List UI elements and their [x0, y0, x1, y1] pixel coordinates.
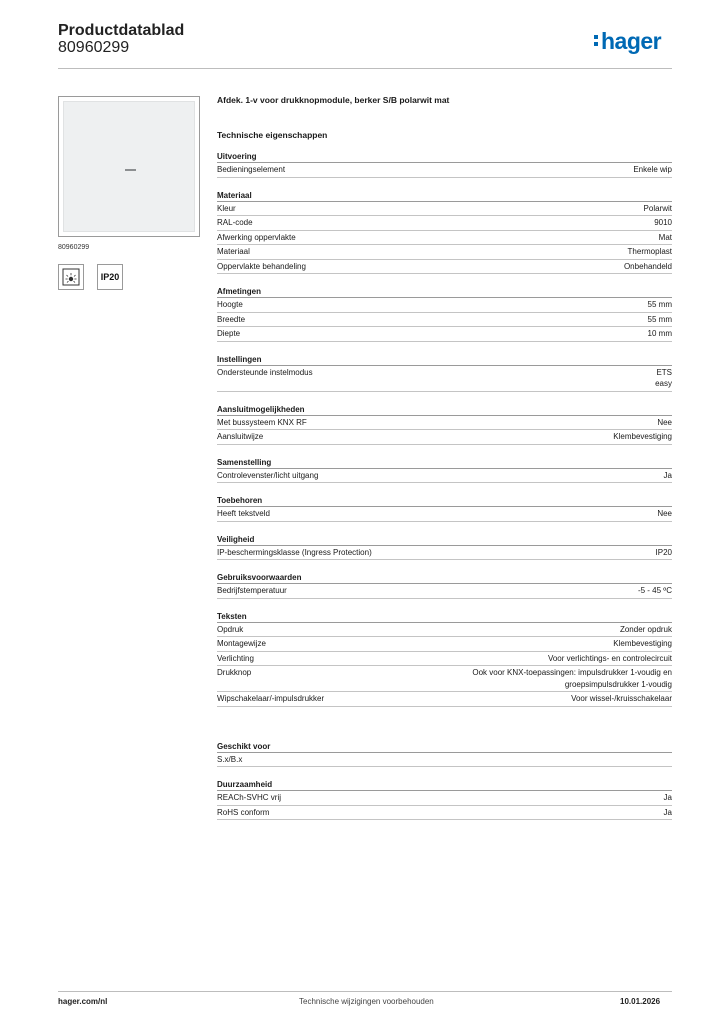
spec-row: [217, 430, 672, 445]
spec-key: Oppervlakte behandeling: [217, 261, 306, 271]
spec-value-line: 55 mm: [647, 300, 672, 309]
spec-row: [217, 202, 672, 217]
footer-date: 10.01.2026: [620, 997, 661, 1006]
spec-key: Kleur: [217, 203, 236, 213]
group-title: Instellingen: [217, 354, 672, 366]
group-title: Teksten: [217, 611, 672, 623]
spec-key: Opdruk: [217, 624, 244, 634]
group-title: Samenstelling: [217, 457, 672, 469]
spec-key: RAL-code: [217, 218, 253, 227]
spec-value: [638, 585, 672, 597]
spec-row: [217, 216, 672, 231]
spec-value-line: Klembevestiging: [613, 639, 672, 648]
spec-value-line: groepsimpulsdrukker 1-voudig: [564, 679, 672, 689]
spec-key: Heeft tekstveld: [217, 509, 270, 518]
spec-key: Montagewijze: [217, 639, 266, 648]
spec-value: [613, 638, 672, 650]
spec-key: Verlichting: [217, 653, 254, 663]
spec-row: [217, 245, 672, 260]
cover-plate: [63, 101, 195, 232]
spec-value: [655, 367, 672, 390]
spec-value: [571, 693, 672, 705]
header-divider: [58, 68, 672, 69]
spec-key: Bedrijfstemperatuur: [217, 586, 287, 595]
spec-row: [217, 623, 672, 638]
spec-value-line: -5 - 45 ºC: [637, 586, 672, 595]
spec-value: [633, 164, 672, 176]
spec-value-line: Zonder opdruk: [619, 624, 672, 634]
spec-value: [664, 470, 672, 482]
spec-key: S.x/B.x: [217, 754, 243, 764]
spec-group: [217, 534, 672, 561]
spec-value-line: Ja: [663, 793, 672, 802]
spec-group: [217, 611, 672, 707]
product-image: [58, 96, 200, 237]
spec-row: [217, 416, 672, 431]
spec-row: [217, 652, 672, 667]
spec-value-line: 10 mm: [647, 329, 672, 338]
group-title: Gebruiksvoorwaarden: [217, 572, 672, 584]
logo-text: hager: [601, 28, 662, 54]
spec-row: [217, 507, 672, 522]
spec-key: Aansluitwijze: [217, 432, 264, 441]
group-title: Aansluitmogelijkheden: [217, 404, 672, 416]
spec-key: Bedieningselement: [217, 165, 286, 174]
doc-number: 80960299: [58, 39, 130, 56]
spec-row: [217, 806, 672, 821]
spec-row: [217, 546, 672, 561]
spec-value-line: Ja: [663, 470, 672, 480]
spec-value: [656, 547, 672, 559]
light-indicator-icon: [62, 268, 80, 286]
spec-row: [217, 666, 672, 692]
footer-divider: [58, 991, 672, 992]
image-caption: 80960299: [58, 244, 90, 251]
group-title: Veiligheid: [217, 534, 672, 546]
ip-rating-badge: [97, 264, 123, 290]
spec-key: IP-beschermingsklasse (Ingress Protection): [217, 547, 372, 557]
spec-key: Ondersteunde instelmodus: [217, 367, 313, 377]
spec-value: [657, 508, 672, 520]
spec-value: [664, 792, 672, 804]
spec-row: [217, 469, 672, 484]
spec-group: [217, 572, 672, 599]
spec-value-line: Enkele wip: [633, 165, 672, 174]
spec-group: [217, 354, 672, 392]
spec-row: [217, 366, 672, 392]
spec-group: [217, 779, 672, 820]
spec-row: [217, 791, 672, 806]
spec-group: [217, 457, 672, 484]
logo-dots-icon: [594, 33, 599, 49]
spec-group: [217, 404, 672, 445]
led-window: [125, 169, 136, 171]
spec-key: Controlevenster/licht uitgang: [217, 470, 319, 480]
spec-value: [648, 328, 672, 340]
spec-key: REACh-SVHC vrij: [217, 793, 282, 802]
spec-value-line: ETS: [656, 367, 672, 377]
spec-value-line: 9010: [654, 218, 672, 227]
spec-value-line: Voor wissel-/kruisschakelaar: [571, 694, 672, 703]
spec-row: [217, 637, 672, 652]
spec-key: Diepte: [217, 329, 241, 338]
spec-key: RoHS conform: [217, 807, 270, 817]
group-title: Uitvoering: [217, 151, 672, 163]
spec-value-line: Thermoplast: [627, 247, 672, 256]
spec-key: Hoogte: [217, 300, 243, 309]
spec-group: [217, 286, 672, 342]
spec-value-line: Polarwit: [643, 203, 672, 213]
spec-row: [217, 584, 672, 599]
spec-value-line: Nee: [657, 417, 672, 427]
spec-key: Drukknop: [217, 668, 252, 677]
spec-value: [548, 653, 672, 665]
spec-value-line: easy: [655, 379, 672, 388]
spec-value: [657, 417, 672, 429]
group-title: Materiaal: [217, 190, 672, 202]
spec-value-line: Voor verlichtings- en controlecircuit: [547, 653, 672, 663]
spec-group: [217, 741, 672, 768]
doc-title: Productdatablad: [58, 22, 185, 39]
spec-row: [217, 260, 672, 275]
ip-rating-label: IP20: [100, 272, 120, 282]
spec-value-line: 55 mm: [647, 314, 672, 324]
spec-value-line: Mat: [658, 232, 672, 242]
light-indicator-badge: [58, 264, 84, 290]
spec-value: [620, 624, 672, 636]
spec-key: Wipschakelaar/-impulsdrukker: [217, 694, 325, 703]
spec-key: Materiaal: [217, 247, 250, 256]
spec-value-line: Ook voor KNX-toepassingen: impulsdrukker 1-voudig en: [472, 668, 672, 677]
product-description: Afdek. 1-v voor drukknopmodule, berker S/B polarwit mat: [217, 95, 450, 105]
spec-value: [613, 431, 672, 443]
spec-row: [217, 298, 672, 313]
spec-group: [217, 495, 672, 522]
spec-value-line: Onbehandeld: [623, 261, 672, 271]
spec-value-line: Nee: [657, 509, 672, 518]
spec-group: [217, 151, 672, 178]
spec-key: Met bussysteem KNX RF: [217, 417, 307, 427]
spec-value: [648, 299, 672, 311]
spec-value-line: IP20: [655, 547, 672, 557]
footer-notice: Technische wijzigingen voorbehouden: [299, 997, 434, 1006]
spec-row: [217, 327, 672, 342]
spec-value: [624, 261, 672, 273]
spec-value: [644, 203, 672, 215]
group-title: Afmetingen: [217, 286, 672, 298]
footer-website: hager.com/nl: [58, 997, 108, 1006]
group-spacer: [217, 719, 672, 741]
spec-groups: [217, 151, 672, 820]
spec-value: [664, 807, 672, 819]
spec-row: [217, 753, 672, 768]
group-title: Geschikt voor: [217, 741, 672, 753]
spec-value: [648, 314, 672, 326]
spec-value: [628, 246, 672, 258]
spec-value: [654, 217, 672, 229]
spec-row: [217, 163, 672, 178]
group-title: Toebehoren: [217, 495, 672, 507]
spec-value: [659, 232, 672, 244]
spec-group: [217, 190, 672, 275]
spec-value-line: Klembevestiging: [613, 432, 672, 441]
hager-logo: [594, 28, 661, 55]
spec-row: [217, 313, 672, 328]
spec-key: Breedte: [217, 314, 246, 324]
spec-value-line: Ja: [663, 807, 672, 817]
spec-value: [472, 667, 672, 690]
spec-content: [217, 94, 672, 832]
group-title: Duurzaamheid: [217, 779, 672, 791]
section-title: Technische eigenschappen: [217, 130, 328, 140]
spec-row: [217, 231, 672, 246]
spec-key: Afwerking oppervlakte: [217, 232, 296, 242]
spec-row: [217, 692, 672, 707]
